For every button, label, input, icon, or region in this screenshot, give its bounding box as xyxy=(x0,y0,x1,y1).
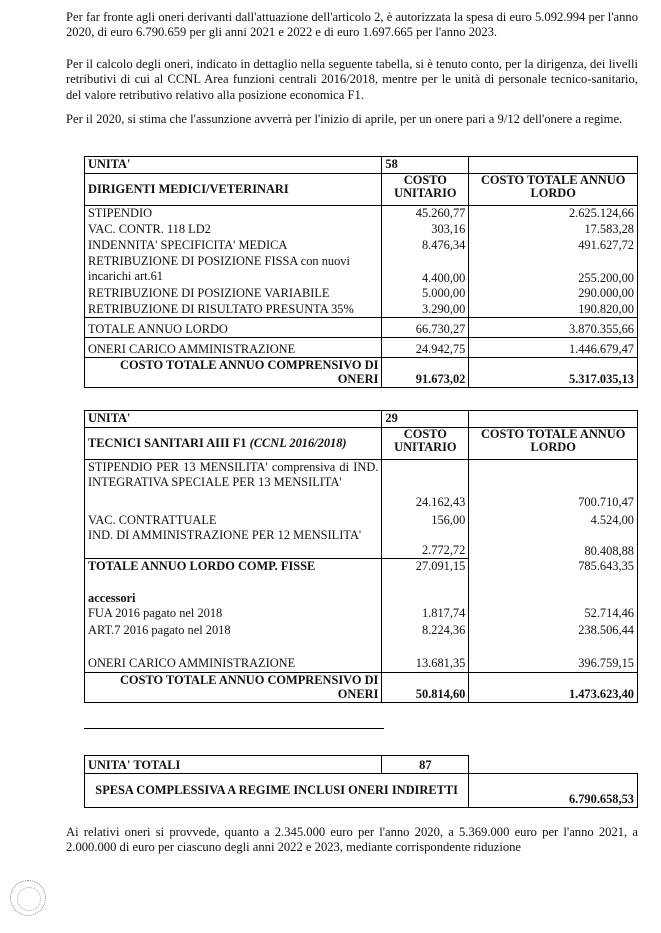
art7-unit: 8.224,36 xyxy=(382,623,469,656)
accessori-label: accessori xyxy=(85,589,382,606)
fixed-total-total: 785.643,35 xyxy=(469,559,638,589)
category-name: TECNICI SANITARI AIII F1 xyxy=(88,436,247,450)
tecnici-table xyxy=(84,410,638,703)
col-total-cost: COSTO TOTALE ANNUO LORDO xyxy=(469,428,638,460)
row-label: RETRIBUZIONE DI RISULTATO PRESUNTA 35% xyxy=(85,302,382,318)
intro-paragraph-1: Per far fronte agli oneri derivanti dall'attuazione dell'articolo 2, è autorizzata la spesa di euro 5.092.994 per l'anno 2020, di euro 6.790.659 per gli anni 2021 e 2022 e di euro 1.697.665 per l'anno 2023. xyxy=(66,10,638,40)
oneri-unit: 24.942,75 xyxy=(382,338,469,358)
vac-label: VAC. CONTRATTUALE xyxy=(85,510,382,528)
row-label: STIPENDIO xyxy=(85,206,382,222)
unit-value: 58 xyxy=(382,157,469,174)
closing-paragraph: Ai relativi oneri si provvede, quanto a 2.345.000 euro per l'anno 2020, a 5.369.000 euro per l'anno 2021, a 2.000.000 di euro per ciascuno degli anni 2022 e 2023, mediante corrispondente riduzione xyxy=(66,825,638,855)
unit-label: UNITA' xyxy=(85,157,382,174)
intro-paragraph-3: Per il 2020, si stima che l'assunzione avverrà per l'inizio di aprile, per un onere pari a 9/12 dell'onere a regime. xyxy=(66,112,623,126)
stipendio-label: STIPENDIO PER 13 MENSILITA' comprensiva di IND. INTEGRATIVA SPECIALE PER 13 MENSILITA' xyxy=(85,460,382,510)
totals-table xyxy=(84,755,638,808)
art7-label: ART.7 2016 pagato nel 2018 xyxy=(85,623,382,656)
row-total: 190.820,00 xyxy=(469,302,638,318)
fua-total: 52.714,46 xyxy=(469,606,638,623)
stipendio-total: 700.710,47 xyxy=(469,460,638,510)
ind-amm-label: IND. DI AMMINISTRAZIONE PER 12 MENSILITA' xyxy=(85,528,382,559)
dirigenti-table xyxy=(84,156,638,388)
row-unit: 303,16 xyxy=(382,222,469,238)
intro-paragraph-2: Per il calcolo degli oneri, indicato in dettaglio nella seguente tabella, si è tenuto conto, per la dirigenza, dei livelli retributivi di cui al CCNL Area funzioni centrali 2016/2018, mentre per le unità di personale tecnico-sanitario, del valore retributivo relativo alla posizione economica F1. xyxy=(66,57,638,102)
stipendio-unit: 24.162,43 xyxy=(382,460,469,510)
oneri-total: 396.759,15 xyxy=(469,656,638,673)
total-label: TOTALE ANNUO LORDO xyxy=(85,318,382,338)
row-total: 290.000,00 xyxy=(469,286,638,302)
unit-label: UNITA' xyxy=(85,411,382,428)
oneri-total: 1.446.679,47 xyxy=(469,338,638,358)
row-label: INDENNITA' SPECIFICITA' MEDICA xyxy=(85,238,382,254)
row-label: VAC. CONTR. 118 LD2 xyxy=(85,222,382,238)
col-unit-cost: COSTO UNITARIO xyxy=(382,428,469,460)
total-total: 3.870.355,66 xyxy=(469,318,638,338)
row-total: 255.200,00 xyxy=(469,254,638,286)
row-unit: 8.476,34 xyxy=(382,238,469,254)
row-total: 17.583,28 xyxy=(469,222,638,238)
ind-amm-total: 80.408,88 xyxy=(469,528,638,559)
row-total: 491.627,72 xyxy=(469,238,638,254)
grand-total-unit: 50.814,60 xyxy=(382,673,469,703)
grand-total-total: 5.317.035,13 xyxy=(469,358,638,388)
row-unit: 4.400,00 xyxy=(382,254,469,286)
separator-line xyxy=(84,728,384,729)
grand-total-unit: 91.673,02 xyxy=(382,358,469,388)
spesa-complessiva-total: 6.790.658,53 xyxy=(469,774,638,808)
vac-total: 4.524,00 xyxy=(469,510,638,528)
oneri-label: ONERI CARICO AMMINISTRAZIONE xyxy=(85,656,382,673)
fua-label: FUA 2016 pagato nel 2018 xyxy=(85,606,382,623)
row-unit: 5.000,00 xyxy=(382,286,469,302)
ind-amm-unit: 2.772,72 xyxy=(382,528,469,559)
total-unit: 66.730,27 xyxy=(382,318,469,338)
col-unit-cost: COSTO UNITARIO xyxy=(382,174,469,206)
vac-unit: 156,00 xyxy=(382,510,469,528)
fixed-total-unit: 27.091,15 xyxy=(382,559,469,589)
unit-value: 29 xyxy=(382,411,469,428)
total-units-label: UNITA' TOTALI xyxy=(85,756,382,774)
grand-total-total: 1.473.623,40 xyxy=(469,673,638,703)
col-total-cost: COSTO TOTALE ANNUO LORDO xyxy=(469,174,638,206)
fixed-total-label: TOTALE ANNUO LORDO COMP. FISSE xyxy=(85,559,382,589)
row-unit: 45.260,77 xyxy=(382,206,469,222)
row-label: RETRIBUZIONE DI POSIZIONE VARIABILE xyxy=(85,286,382,302)
grand-total-label: COSTO TOTALE ANNUO COMPRENSIVO DI ONERI xyxy=(85,673,382,703)
category-ccnl: (CCNL 2016/2018) xyxy=(249,436,347,450)
oneri-label: ONERI CARICO AMMINISTRAZIONE xyxy=(85,338,382,358)
category-label xyxy=(85,428,382,460)
category-label: DIRIGENTI MEDICI/VETERINARI xyxy=(85,174,382,206)
spesa-complessiva-label: SPESA COMPLESSIVA A REGIME INCLUSI ONERI INDIRETTI xyxy=(85,774,469,808)
row-total: 2.625.124,66 xyxy=(469,206,638,222)
art7-total: 238.506,44 xyxy=(469,623,638,656)
oneri-unit: 13.681,35 xyxy=(382,656,469,673)
row-label: RETRIBUZIONE DI POSIZIONE FISSA con nuovi incarichi art.61 xyxy=(85,254,382,286)
fua-unit: 1.817,74 xyxy=(382,606,469,623)
total-units-value: 87 xyxy=(382,756,469,774)
seal-stamp xyxy=(10,880,46,916)
row-unit: 3.290,00 xyxy=(382,302,469,318)
grand-total-label: COSTO TOTALE ANNUO COMPRENSIVO DI ONERI xyxy=(85,358,382,388)
